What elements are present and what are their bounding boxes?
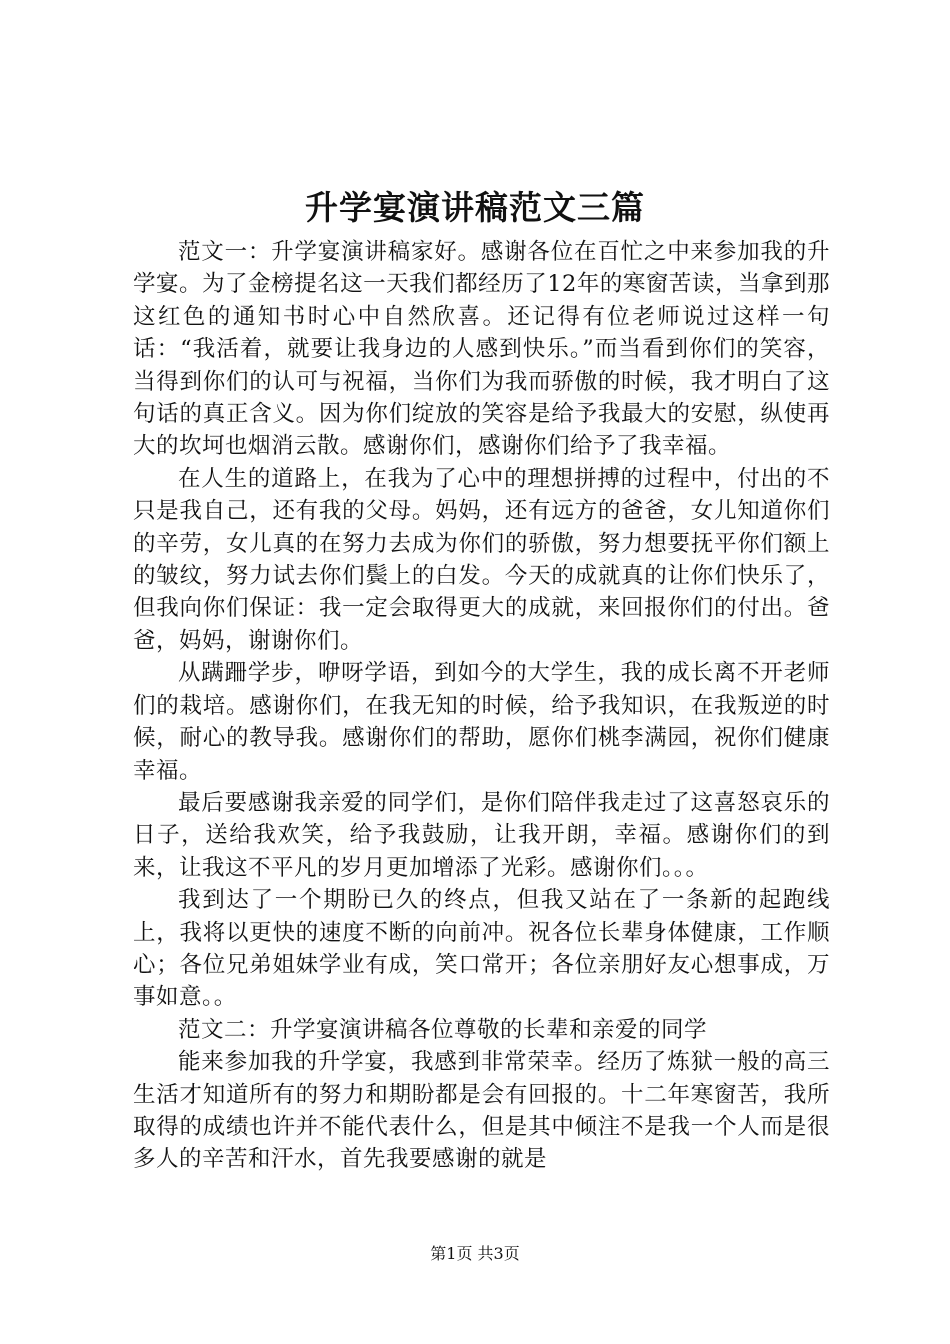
paragraph-3: 从蹒跚学步，咿呀学语，到如今的大学生，我的成长离不开老师们的栽培。感谢你们，在我无知的时候，给予我知识，在我叛逆的时候，耐心的教导我。感谢你们的帮助，愿你们桃李满园，祝你们健康幸福。: [133, 660, 830, 784]
paragraph-1: 范文一：升学宴演讲稿家好。感谢各位在百忙之中来参加我的升学宴。为了金榜提名这一天我们都经历了12年的寒窗苦读，当拿到那这红色的通知书时心中自然欣喜。还记得有位老师说过这样一句话：“我活着，就要让我身边的人感到快乐。”而当看到你们的笑容，当得到你们的认可与祝福，当你们为我而骄傲的时候，我才明白了这句话的真正含义。因为你们绽放的笑容是给予我最大的安慰，纵使再大的坎坷也烟消云散。感谢你们，感谢你们给予了我幸福。: [133, 239, 830, 460]
paragraph-2: 在人生的道路上，在我为了心中的理想拼搏的过程中，付出的不只是我自己，还有我的父母。妈妈，还有远方的爸爸，女儿知道你们的辛劳，女儿真的在努力去成为你们的骄傲，努力想要抚平你们额上的皱纹，努力试去你们鬓上的白发。今天的成就真的让你们快乐了，但我向你们保证：我一定会取得更大的成就，来回报你们的付出。爸爸，妈妈，谢谢你们。: [133, 465, 830, 654]
paragraph-7: 能来参加我的升学宴，我感到非常荣幸。经历了炼狱一般的高三生活才知道所有的努力和期盼都是会有回报的。十二年寒窗苦，我所取得的成绩也许并不能代表什么，但是其中倾注不是我一个人而是很多人的辛苦和汗水，首先我要感谢的就是: [133, 1049, 830, 1173]
paragraph-4: 最后要感谢我亲爱的同学们，是你们陪伴我走过了这喜怒哀乐的日子，送给我欢笑，给予我鼓励，让我开朗，幸福。感谢你们的到来，让我这不平凡的岁月更加增添了光彩。感谢你们。。。: [133, 789, 830, 881]
page-indicator: 第1页 共3页: [430, 1244, 520, 1263]
paragraph-6: 范文二：升学宴演讲稿各位尊敬的长辈和亲爱的同学: [178, 1016, 708, 1043]
document-title: 升学宴演讲稿范文三篇: [305, 188, 645, 227]
document-body: [133, 236, 830, 1176]
paragraph-5: 我到达了一个期盼已久的终点，但我又站在了一条新的起跑线上，我将以更快的速度不断的向前冲。祝各位长辈身体健康，工作顺心；各位兄弟姐妹学业有成，笑口常开；各位亲朋好友心想事成，万事如意。。: [133, 887, 830, 1011]
